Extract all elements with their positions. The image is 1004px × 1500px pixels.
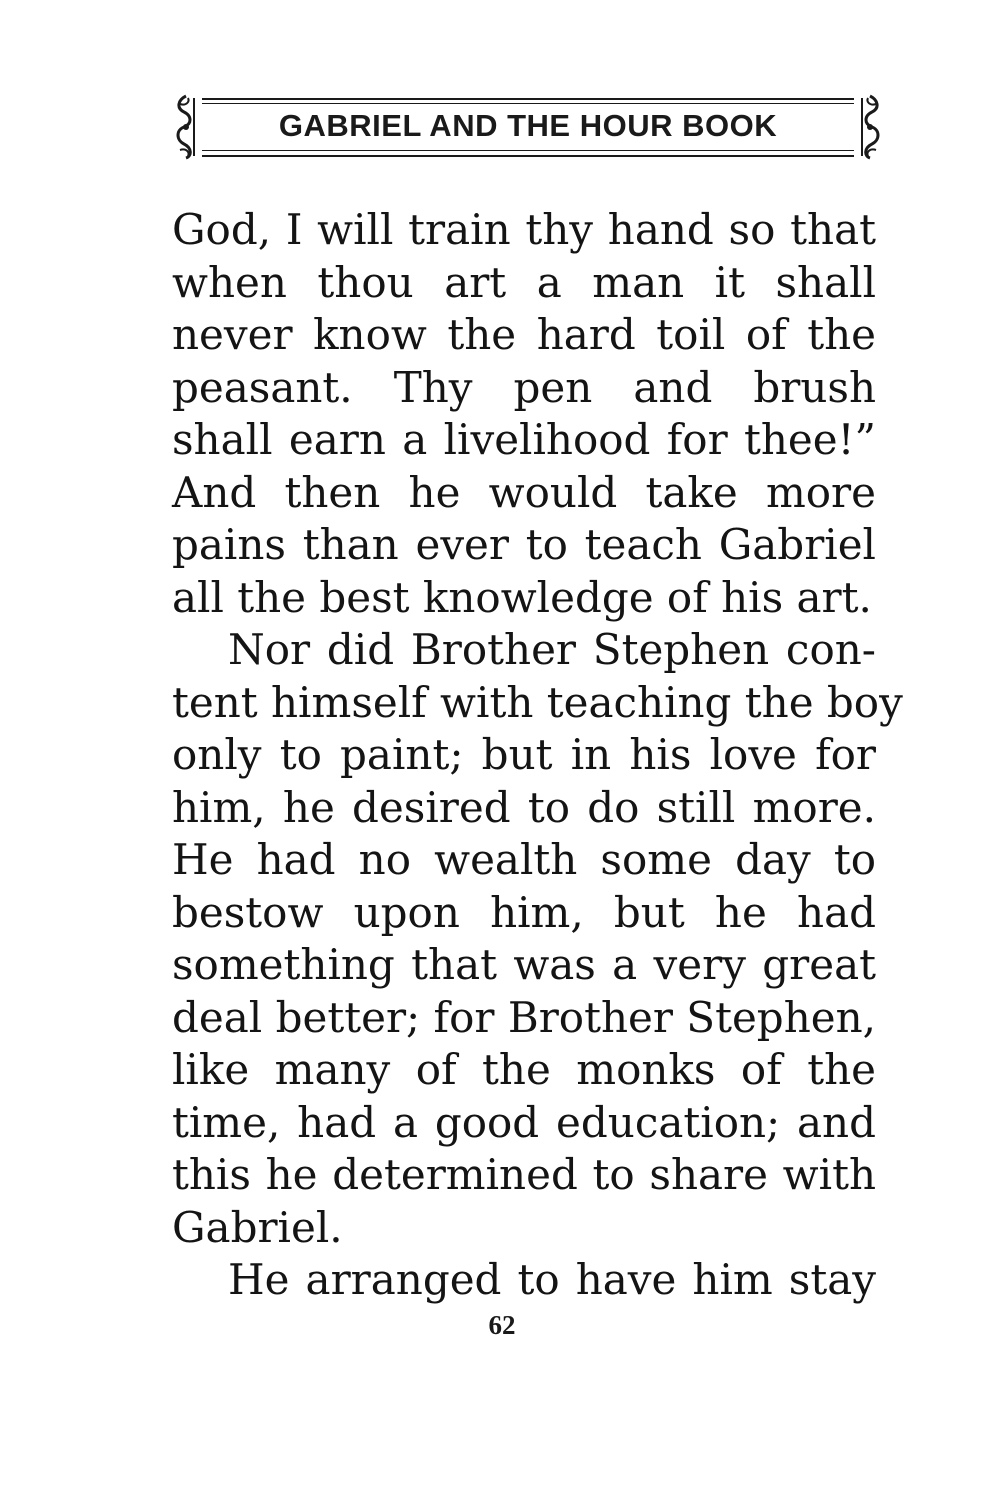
text-line: He arranged to have him stay [228,1255,876,1304]
text-line: Gabriel. [172,1202,343,1252]
text-line: And then he would take more [172,467,876,517]
text-line: deal better; for Brother Stephen, [172,992,876,1042]
text-line: tent himself with teaching the boy [172,677,903,727]
text-line: never know the hard toil of the [172,310,876,359]
text-line: God, I will train thy hand so that [172,205,876,254]
text-line: Nor did Brother Stephen con- [228,625,876,674]
text-line: him, he desired to do still more. [172,782,876,832]
scroll-ornament-icon [856,94,884,160]
running-header [172,88,884,168]
scroll-ornament-icon [172,94,200,160]
header-title: GABRIEL AND THE HOUR BOOK [278,108,778,143]
page-number: 62 [488,1310,516,1340]
text-line: shall earn a livelihood for thee!” [172,415,876,464]
text-line: something that was a very great [172,940,876,989]
text-line: bestow upon him, but he had [172,887,876,937]
text-line: only to paint; but in his love for [172,730,876,779]
text-line: all the best knowledge of his art. [172,572,872,622]
text-line: when thou art a man it shall [172,257,876,307]
header-rule [202,155,854,157]
header-rule [202,98,854,100]
text-line: pains than ever to teach Gabriel [172,520,876,569]
text-line: this he determined to share with [172,1150,876,1199]
header-rule [202,150,854,151]
body-text [172,204,903,1307]
text-line: He had no wealth some day to [172,835,876,884]
text-line: like many of the monks of the [172,1045,876,1094]
text-line: peasant. Thy pen and brush [172,362,876,412]
text-line: time, had a good education; and [172,1097,876,1147]
